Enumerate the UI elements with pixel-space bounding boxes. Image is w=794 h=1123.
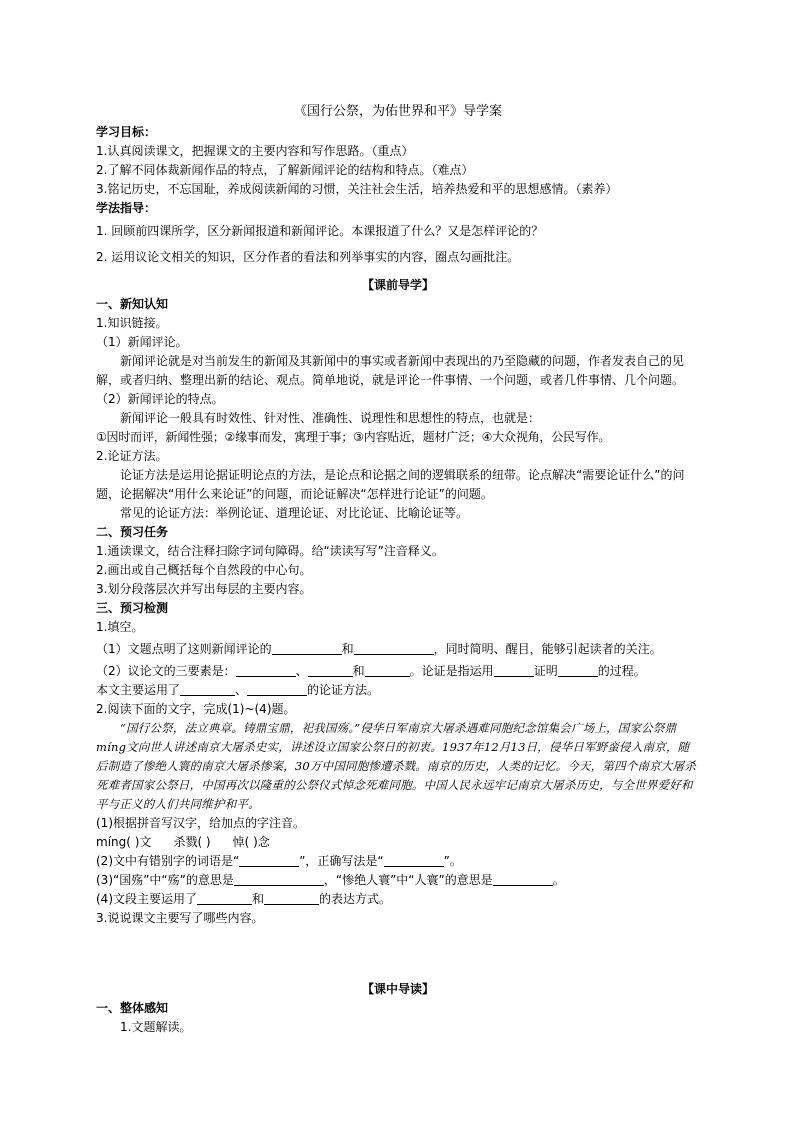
paragraph-features-list: ①因时而评，新闻性强；②缘事而发，寓理于事；③内容贴近，题材广泛；④大众视角，公民写作。 — [96, 430, 611, 444]
answer-blank[interactable] — [236, 663, 296, 677]
answer-blank[interactable] — [558, 663, 598, 677]
answer-blank[interactable] — [239, 853, 299, 867]
question-2: (2)文中有错别字的词语是“ ”，正确写法是“ ”。 — [96, 854, 462, 868]
method-item: 1. 回顾前四课所学，区分新闻报道和新闻评论。本课报道了什么？又是怎样评论的？ — [96, 224, 544, 238]
answer-blank[interactable] — [180, 682, 235, 696]
answer-blank[interactable] — [272, 641, 342, 655]
heading-preview-check: 三、预习检测 — [96, 601, 169, 615]
question-label: 3.说说课文主要写了哪些内容。 — [96, 911, 264, 925]
answer-blank[interactable] — [493, 872, 553, 886]
question-4: (4)文段主要运用了 和 的表达方式。 — [96, 892, 392, 906]
reading-passage: “国行公祭，法立典章。铸鼎宝鼎，祀我国殇。”侵华日军南京大屠杀遇难同胞纪念馆集会广场上，国家公祭鼎míng文向世人讲述南京大屠杀史实，讲述设立国家公祭日的初衷。1937年12月13日，侵华日军野蛮侵入南京，随后制造了惨绝人寰的南京大屠杀惨案，30万中国同胞惨遭杀戮。南京的历史，人类的记忆。今天，第四个南京大屠杀死难者国家公祭日，中国再次以隆重的公祭仪式悼念死难同胞。中国人民永远牢记南京大屠杀历史，与全世界爱好和平与正义的人们共同维护和平。 — [96, 721, 697, 811]
goal-item: 1.认真阅读课文，把握课文的主要内容和写作思路。（重点） — [96, 144, 414, 158]
question-1: (1)根据拼音写汉字，给加点的字注音。 — [96, 816, 305, 830]
answer-blank[interactable] — [494, 663, 534, 677]
answer-blank[interactable] — [247, 682, 307, 696]
subheading: （2）新闻评论的特点。 — [96, 392, 224, 406]
page-title: 《国行公祭，为佑世界和平》导学案 — [293, 104, 502, 119]
section-pre-class: 【课前导学】 — [361, 278, 434, 292]
fill-blank-3: 本文主要运用了 、 的论证方法。 — [96, 683, 380, 697]
pinyin-items: míng( )文 杀戮( ) 悼( )念 — [96, 835, 270, 849]
task-item: 3.划分段落层次并写出每层的主要内容。 — [96, 582, 312, 596]
fill-blank-2: （2）议论文的三要素是： 、 和 。论证是指运用 证明 的过程。 — [96, 664, 646, 678]
task-item: 1.通读课文，结合注释扫除字词句障碍。给“读读写写”注音释义。 — [96, 544, 444, 558]
subheading: 1.文题解读。 — [120, 1020, 192, 1034]
goal-item: 3.铭记历史，不忘国耻，养成阅读新闻的习惯，关注社会生活，培养热爱和平的思想感情。（素养） — [96, 182, 618, 196]
answer-blank[interactable] — [354, 641, 434, 655]
goals-heading: 学习目标： — [96, 125, 157, 139]
section-in-class: 【课中导读】 — [361, 982, 434, 996]
answer-blank[interactable] — [234, 872, 324, 886]
subheading: 2.论证方法。 — [96, 449, 168, 463]
heading-overall: 一、整体感知 — [96, 1001, 169, 1015]
subheading: 1.知识链接。 — [96, 316, 168, 330]
task-item: 2.画出或自己概括每个自然段的中心句。 — [96, 563, 312, 577]
goal-item: 2.了解不同体裁新闻作品的特点，了解新闻评论的结构和特点。（难点） — [96, 163, 474, 177]
answer-blank[interactable] — [308, 663, 353, 677]
paragraph-methods: 常见的论证方法：举例论证、道理论证、对比论证、比喻论证等。 — [120, 506, 469, 520]
fill-blank-1: （1）文题点明了这则新闻评论的 和 ，同时简明、醒目，能够引起读者的关注。 — [96, 642, 662, 656]
answer-blank[interactable] — [264, 891, 319, 905]
method-item: 2. 运用议论文相关的知识，区分作者的看法和列举事实的内容，圈点勾画批注。 — [96, 250, 520, 264]
heading-new-knowledge: 一、新知认知 — [96, 297, 169, 311]
question-label: 1.填空。 — [96, 620, 144, 634]
paragraph-features: 新闻评论一般具有时效性、针对性、准确性、说理性和思想性的特点，也就是： — [120, 411, 541, 425]
answer-blank[interactable] — [384, 853, 444, 867]
answer-space[interactable] — [96, 928, 700, 974]
paragraph-argument: 论证方法是运用论据证明论点的方法，是论点和论据之间的逻辑联系的纽带。论点解决“需要论证什么”的问题，论据解决“用什么来论证”的问题，而论证解决“怎样进行论证”的问题。 — [96, 468, 685, 501]
heading-preview-tasks: 二、预习任务 — [96, 525, 169, 539]
question-label: 2.阅读下面的文字，完成(1)~(4)题。 — [96, 702, 296, 716]
question-3: (3)“国殇”中“殇”的意思是 ，“惨绝人寰”中“人寰”的意思是 。 — [96, 873, 565, 887]
document-page — [96, 92, 700, 1037]
answer-blank[interactable] — [365, 663, 410, 677]
paragraph-news-comment: 新闻评论就是对当前发生的新闻及其新闻中的事实或者新闻中表现出的乃至隐藏的问题，作者发表自己的见解，或者归纳、整理出新的结论、观点。简单地说，就是评论一件事情、一个问题，或者几件事情、几个问题。 — [96, 354, 685, 387]
method-heading: 学法指导： — [96, 201, 157, 215]
subheading: （1）新闻评论。 — [96, 335, 188, 349]
answer-blank[interactable] — [197, 891, 252, 905]
